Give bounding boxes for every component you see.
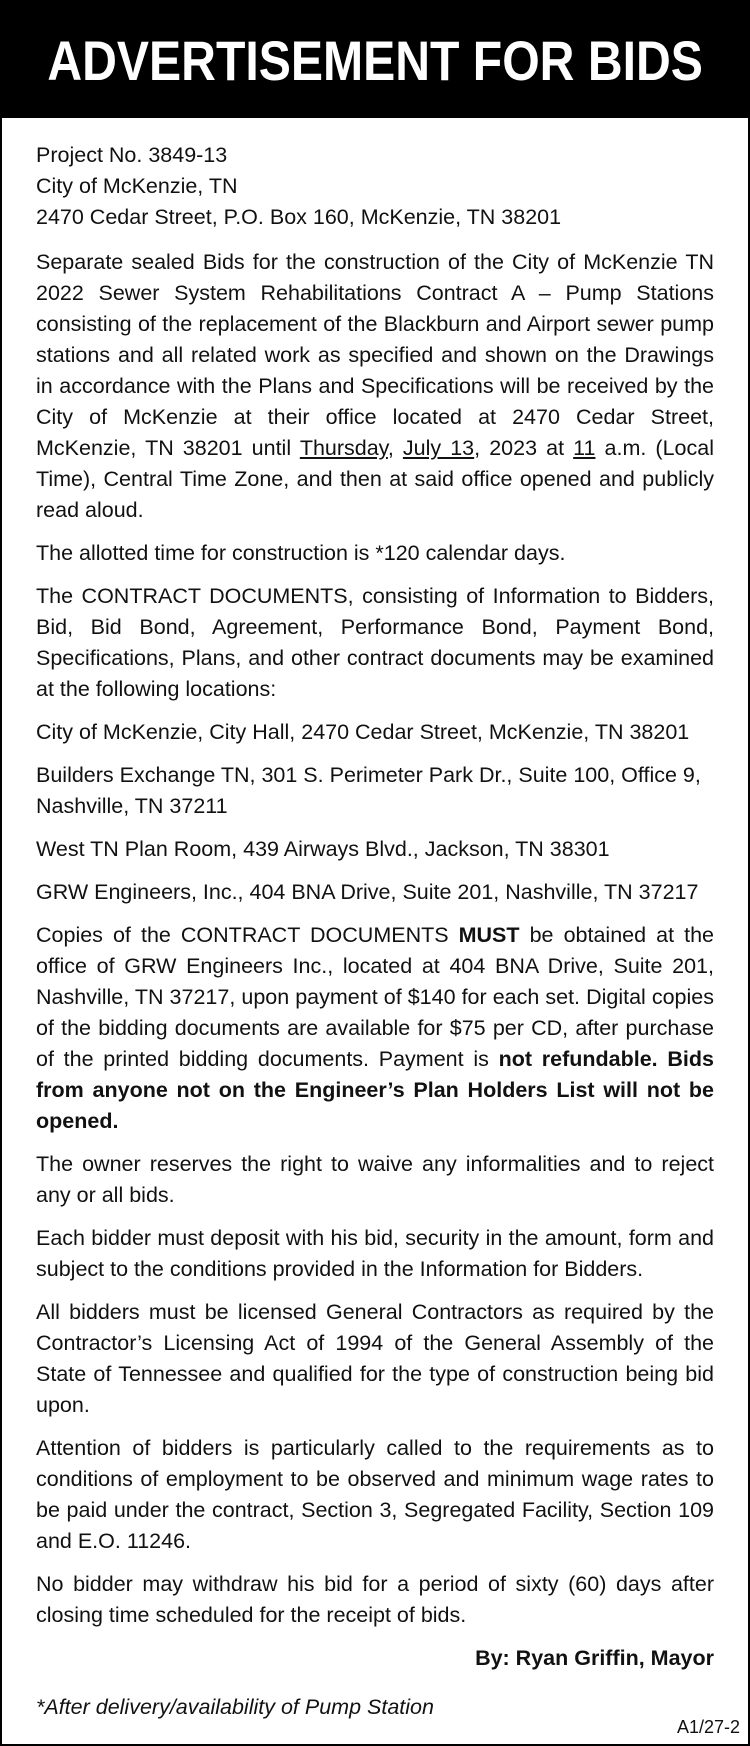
- copies-must: MUST: [458, 923, 520, 947]
- location-1: City of McKenzie, City Hall, 2470 Cedar Street, McKenzie, TN 38201: [36, 720, 690, 744]
- copies-text-2: be obtained at the office of GRW Engineers Inc., located at 404 BNA Drive, Suite 201, Nashville, TN 37217, upon payment of $140 for each set. Digital copies of the bidding documents are available for $75 per CD, after purchase of the printed bidding documents. Payment is: [36, 923, 714, 1071]
- location-2: Builders Exchange TN, 301 S. Perimeter Park Dr., Suite 100, Office 9, Nashville, TN 37211: [36, 763, 701, 818]
- city-name: City of McKenzie, TN: [36, 174, 238, 198]
- copies-text: Copies of the CONTRACT DOCUMENTS: [36, 923, 459, 947]
- allotted-time: The allotted time for construction is *120 calendar days.: [36, 541, 566, 565]
- licensed-paragraph: All bidders must be licensed General Contractors as required by the Contractor’s Licensing Act of 1994 of the General Assembly of the State of Tennessee and qualified for the type of construction being bid upon.: [36, 1300, 714, 1417]
- footnote: *After delivery/availability of Pump Station: [36, 1695, 434, 1719]
- location-4: GRW Engineers, Inc., 404 BNA Drive, Suite 201, Nashville, TN 37217: [36, 880, 699, 904]
- attention-paragraph: Attention of bidders is particularly called to the requirements as to conditions of employment to be observed and minimum wage rates to be paid under the contract, Section 3, Segregated Facility, Section 109 and E.O. 11246.: [36, 1436, 714, 1553]
- withdraw-paragraph: No bidder may withdraw his bid for a period of sixty (60) days after closing time scheduled for the receipt of bids.: [36, 1572, 714, 1627]
- signature: By: Ryan Griffin, Mayor: [475, 1646, 714, 1670]
- street-address: 2470 Cedar Street, P.O. Box 160, McKenzie, TN 38201: [36, 205, 562, 229]
- bid-date: July 13: [402, 436, 475, 460]
- contract-documents-paragraph: The CONTRACT DOCUMENTS, consisting of Information to Bidders, Bid, Bid Bond, Agreement, Performance Bond, Payment Bond, Specifications, Plans, and other contract documents may be examined at the following locations:: [36, 584, 714, 701]
- intro-paragraph: [36, 247, 714, 526]
- page-title: ADVERTISEMENT FOR BIDS: [47, 28, 703, 92]
- copies-warning: not refundable. Bids from anyone not on the Engineer’s Plan Holders List will not be opened.: [36, 1047, 714, 1133]
- owner-reserves-paragraph: The owner reserves the right to waive any informalities and to reject any or all bids.: [36, 1152, 714, 1207]
- project-address-block: [36, 140, 714, 233]
- ad-body: [2, 118, 748, 1723]
- copies-paragraph: [36, 920, 714, 1137]
- bid-day: Thursday: [299, 436, 388, 460]
- intro-sep: ,: [387, 436, 403, 460]
- deposit-paragraph: Each bidder must deposit with his bid, security in the amount, form and subject to the conditions provided in the Information for Bidders.: [36, 1226, 714, 1281]
- bid-hour: 11: [573, 436, 596, 460]
- ad-code: A1/27-2: [676, 1717, 740, 1737]
- header-banner: [2, 2, 748, 118]
- intro-year: , 2023 at: [474, 436, 574, 460]
- project-number: Project No. 3849-13: [36, 143, 228, 167]
- intro-text: Separate sealed Bids for the construction of the City of McKenzie TN 2022 Sewer System Rehabilitations Contract A – Pump Stations consisting of the replacement of the Blackburn and Airport sewer pump stations and all related work as specified and shown on the Drawings in accordance with the Plans and Specifications will be received by the City of McKenzie at their office located at 2470 Cedar Street, McKenzie, TN 38201 until: [36, 250, 714, 460]
- intro-text-end: a.m. (Local Time), Central Time Zone, and then at said office opened and publicly read aloud.: [36, 436, 714, 522]
- location-3: West TN Plan Room, 439 Airways Blvd., Jackson, TN 38301: [36, 837, 610, 861]
